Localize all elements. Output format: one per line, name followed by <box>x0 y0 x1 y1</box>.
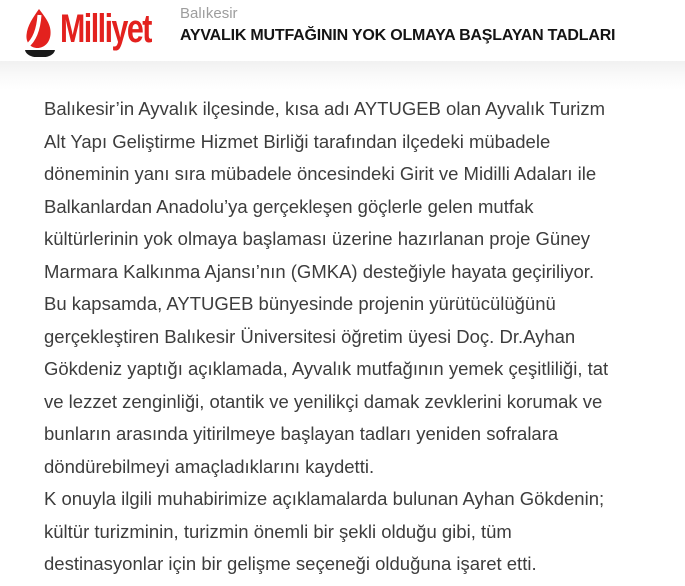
milliyet-wordmark: Milliyet <box>60 7 151 51</box>
article-text-line: Alt Yapı Geliştirme Hizmet Birliği tarafından ilçedeki mübadele <box>44 130 551 152</box>
article-headline: AYVALIK MUTFAĞININ YOK OLMAYA BAŞLAYAN TADLARI <box>180 27 616 44</box>
article-body <box>44 93 674 581</box>
category-link[interactable]: Balıkesir <box>180 5 238 22</box>
article-text-line: Gökdeniz yaptığı açıklamada, Ayvalık mutfağının yemek çeşitliliği, tat <box>44 358 609 379</box>
article-text-line: destinasyonlar için bir gelişme seçeneği olduğuna işaret etti. <box>44 553 537 574</box>
article-text-line: gerçekleştiren Balıkesir Üniversitesi öğretim üyesi Doç. Dr.Ayhan <box>44 325 576 347</box>
article-text-line: Balkanlardan Anadolu’ya gerçekleşen göçlerle gelen mutfak <box>44 195 534 217</box>
milliyet-logo[interactable] <box>18 7 180 57</box>
site-header <box>0 0 685 61</box>
header-divider-band <box>0 61 685 90</box>
article-text-line: döneminin yanı sıra mübadele öncesindeki Girit ve Midilli Adaları ile <box>44 163 597 184</box>
article-paragraph <box>44 483 674 581</box>
article-text-line: Bu kapsamda, AYTUGEB bünyesinde projenin yürütücülüğünü <box>44 293 556 314</box>
article-text-line: kültürlerinin yok olmaya başlaması üzerine hazırlanan proje Güney <box>44 228 591 249</box>
article-text-line: Marmara Kalkınma Ajansı’nın (GMKA) desteğiyle hayata geçiriliyor. <box>44 260 595 282</box>
article-text-line: Balıkesir’in Ayvalık ilçesinde, kısa adı AYTUGEB olan Ayvalık Turizm <box>44 98 606 119</box>
flame-icon <box>18 9 58 57</box>
article-text-line: K onuyla ilgili muhabirimize açıklamalarda bulunan Ayhan Gökdenin; <box>44 488 605 509</box>
article-text-line: kültür turizminin, turizmin önemli bir şekli olduğu gibi, tüm <box>44 520 512 542</box>
article-paragraph <box>44 93 674 483</box>
article-text-line: döndürebilmeyi amaçladıklarını kaydetti. <box>44 455 375 477</box>
article-text-line: ve lezzet zenginliği, otantik ve yenilikçi damak zevklerini korumak ve <box>44 390 603 412</box>
article-text-line: bunların arasında yitirilmeye başlayan tadları yeniden sofralara <box>44 423 559 444</box>
